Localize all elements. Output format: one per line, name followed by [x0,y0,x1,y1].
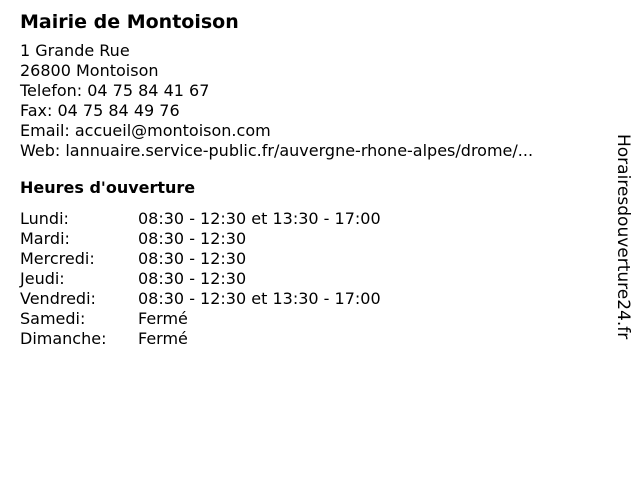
time-value: Fermé [138,309,188,328]
hours-row-monday [20,209,600,229]
time-value: 08:30 - 12:30 et 13:30 - 17:00 [138,289,381,308]
hours-row-sunday [20,329,600,349]
day-label: Lundi: [20,209,69,228]
time-value: 08:30 - 12:30 [138,249,247,268]
time-value: 08:30 - 12:30 et 13:30 - 17:00 [138,209,381,228]
hours-row-saturday [20,309,600,329]
day-label: Samedi: [20,309,86,328]
business-card [20,10,600,349]
time-value: 08:30 - 12:30 [138,229,247,248]
time-value: 08:30 - 12:30 [138,269,247,288]
hours-row-tuesday [20,229,600,249]
page-title: Mairie de Montoison [20,11,239,33]
day-label: Dimanche: [20,329,107,348]
fax-number: Fax: 04 75 84 49 76 [20,101,180,120]
hours-row-wednesday [20,249,600,269]
hours-row-friday [20,289,600,309]
day-label: Vendredi: [20,289,96,308]
phone-number: Telefon: 04 75 84 41 67 [20,81,210,100]
day-label: Mercredi: [20,249,95,268]
postal-city: 26800 Montoison [20,61,159,80]
time-value: Fermé [138,329,188,348]
hours-row-thursday [20,269,600,289]
address-block [20,41,600,161]
site-watermark: Horairesdouverture24.fr [613,134,633,340]
opening-hours-heading: Heures d'ouverture [20,178,196,197]
day-label: Jeudi: [20,269,65,288]
opening-hours-table [20,209,600,349]
day-label: Mardi: [20,229,70,248]
email-address: Email: accueil@montoison.com [20,121,271,140]
street-address: 1 Grande Rue [20,41,130,60]
website-url: Web: lannuaire.service-public.fr/auvergne-rhone-alpes/drome/... [20,141,534,160]
